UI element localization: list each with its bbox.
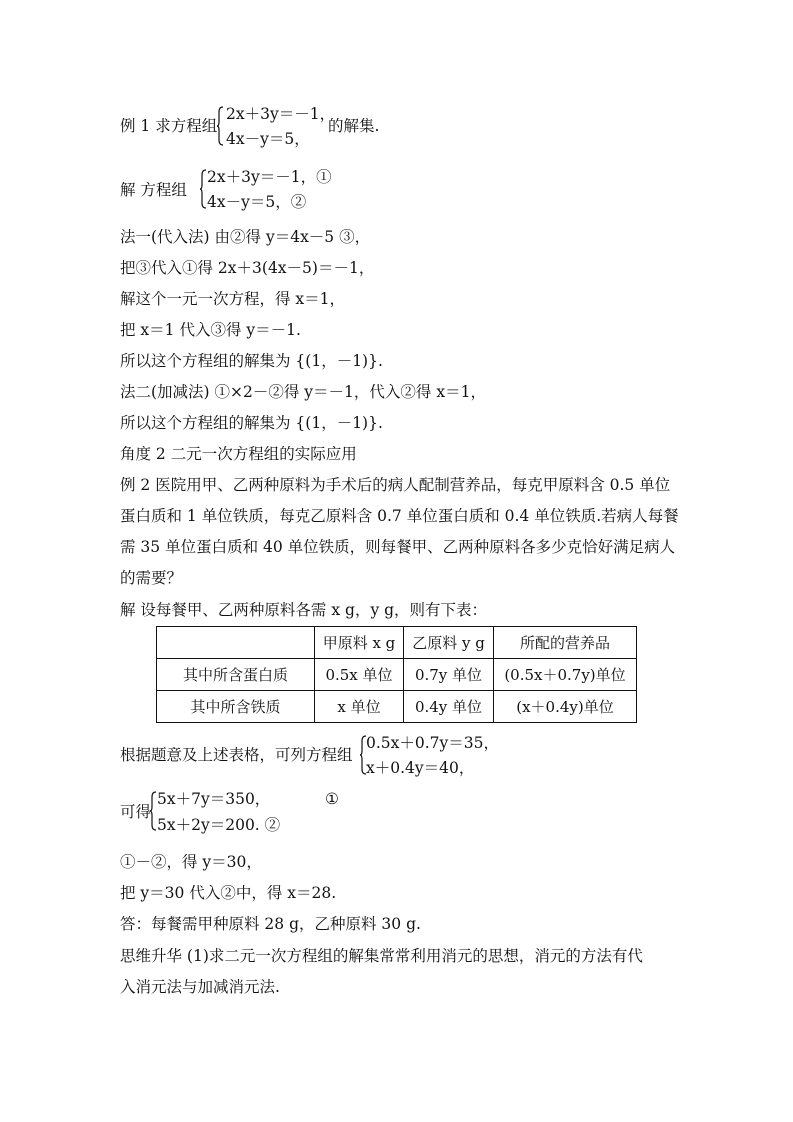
table-cell: (x＋0.4y)单位 (494, 691, 637, 723)
example2-line-3: 需 35 单位蛋白质和 40 单位铁质，则每餐甲、乙两种原料各多少克恰好满足病人 (120, 538, 676, 556)
method1-line-3: 解这个一元一次方程，得 x＝1， (120, 290, 346, 308)
method1-line-5: 所以这个方程组的解集为 {(1，－1)}. (120, 352, 383, 370)
method1-line-1: 法一(代入法) 由②得 y＝4x－5 ③， (120, 228, 371, 246)
table-cell: 其中所含蛋白质 (157, 659, 315, 691)
table-cell: 0.5x 单位 (315, 659, 404, 691)
table-cell: 0.7y 单位 (404, 659, 494, 691)
method1-line-2: 把③代入①得 2x＋3(4x－5)＝－1， (120, 259, 375, 277)
example2-line-4: 的需要？ (120, 569, 183, 587)
derive-label: 可得 (120, 803, 152, 821)
table-header-cell: 甲原料 x g (315, 627, 404, 659)
step-1: ①－②，得 y＝30， (120, 853, 262, 871)
table-row (157, 691, 637, 723)
system-equation-2: x＋0.4y＝40， (366, 759, 475, 777)
method2-line-1: 法二(加减法) ①×2－②得 y＝－1，代入②得 x＝1， (120, 383, 486, 401)
brace-icon (217, 106, 224, 146)
summary-line-2: 入消元法与加减消元法. (120, 978, 280, 996)
table-cell: 0.4y 单位 (404, 691, 494, 723)
table-row (157, 659, 637, 691)
step-2: 把 y＝30 代入②中，得 x＝28. (120, 884, 337, 902)
table-cell: (0.5x＋0.7y)单位 (494, 659, 637, 691)
solution1-label: 解 方程组 (120, 181, 187, 199)
table-cell: x 单位 (315, 691, 404, 723)
example1-suffix: 的解集. (328, 117, 380, 135)
example1-equation-2: 4x－y＝5， (226, 130, 310, 148)
example1-label: 例 1 求方程组 (120, 117, 218, 135)
table-header-cell: 所配的营养品 (494, 627, 637, 659)
example1-equation-1: 2x＋3y＝－1， (226, 105, 336, 123)
solution1-equation-2: 4x－y＝5，② (207, 193, 307, 211)
equation-marker: ① (325, 790, 339, 808)
brace-icon (150, 791, 157, 831)
section-heading: 角度 2 二元一次方程组的实际应用 (120, 445, 357, 463)
derive-equation-2: 5x＋2y＝200. ② (157, 816, 281, 834)
system-equation-1: 0.5x＋0.7y＝35， (366, 734, 500, 752)
method2-line-2: 所以这个方程组的解集为 {(1，－1)}. (120, 414, 383, 432)
nutrition-table (156, 626, 637, 723)
table-cell: 其中所含铁质 (157, 691, 315, 723)
system-label: 根据题意及上述表格，可列方程组 (120, 746, 353, 764)
brace-icon (200, 169, 207, 209)
table-header-row (157, 627, 637, 659)
solution2-intro: 解 设每餐甲、乙两种原料各需 x g，y g，则有下表： (120, 601, 488, 619)
table-header-cell: 乙原料 y g (404, 627, 494, 659)
method1-line-4: 把 x＝1 代入③得 y＝－1. (120, 321, 301, 339)
answer: 答：每餐需甲种原料 28 g，乙种原料 30 g. (120, 915, 421, 933)
summary-line-1: 思维升华 (1)求二元一次方程组的解集常常利用消元的思想，消元的方法有代 (120, 947, 643, 965)
solution1-equation-1: 2x＋3y＝－1，① (207, 168, 332, 186)
example2-line-2: 蛋白质和 1 单位铁质，每克乙原料含 0.7 单位蛋白质和 0.4 单位铁质.若病人每餐 (120, 507, 679, 525)
derive-equation-1: 5x＋7y＝350， (157, 790, 271, 808)
table-header-cell (157, 627, 315, 659)
example2-line-1: 例 2 医院用甲、乙两种原料为手术后的病人配制营养品，每克甲原料含 0.5 单位 (120, 476, 671, 494)
